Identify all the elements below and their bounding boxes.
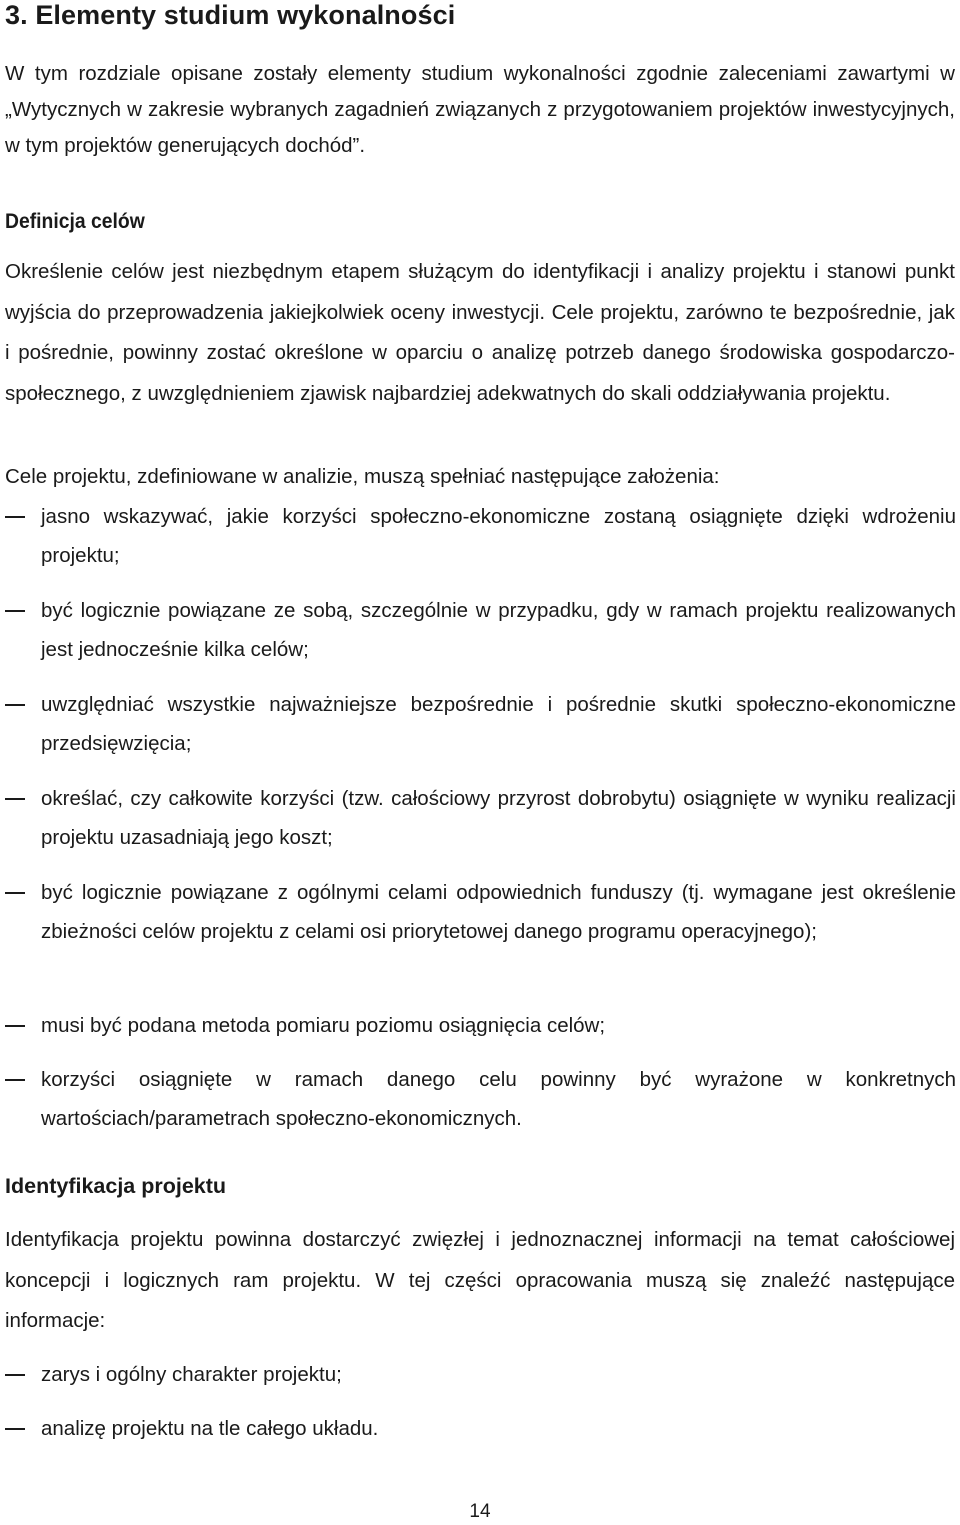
dash-bullet-icon [5, 1025, 25, 1027]
section-title: 3. Elementy studium wykonalności [5, 0, 456, 30]
list-item-text: musi być podana metoda pomiaru poziomu osiągnięcia celów; [41, 1014, 606, 1037]
goals-heading: Definicja celów [5, 209, 145, 233]
goals-paragraph: Określenie celów jest niezbędnym etapem służącym do identyfikacji i analizy projektu i stanowi punkt wyjścia do przeprowadzenia jakiejkolwiek oceny inwestycji. Cele projektu, zarówno te bezpośrednie, jak i pośrednie, powinny zostać określone w oparciu o analizę potrzeb danego środowiska gospodarczo-społecznego, z uwzględnieniem zjawisk najbardziej adekwatnych do skali oddziaływania projektu. [5, 260, 955, 405]
dash-bullet-icon [5, 704, 25, 706]
intro-paragraph: W tym rozdziale opisane zostały elementy studium wykonalności zgodnie zaleceniami zawartymi w „Wytycznych w zakresie wybranych zagadnień związanych z przygotowaniem projektów inwestycyjnych, w tym projektów generujących dochód”. [5, 62, 955, 157]
identification-heading: Identyfikacja projektu [5, 1174, 227, 1198]
dash-bullet-icon [5, 798, 25, 800]
list-item-text: zarys i ogólny charakter projektu; [41, 1363, 342, 1386]
list-item-text: analizę projektu na tle całego układu. [41, 1417, 379, 1440]
dash-bullet-icon [5, 1374, 25, 1376]
list-item-text: jasno wskazywać, jakie korzyści społeczno-ekonomiczne zostaną osiągnięte dzięki wdrożeniu projektu; [41, 505, 956, 567]
goals-requirements-intro: Cele projektu, zdefiniowane w analizie, muszą spełniać następujące założenia: [5, 465, 720, 488]
dash-bullet-icon [5, 1079, 25, 1081]
page-number: 14 [469, 1501, 491, 1522]
list-item-text: uwzględniać wszystkie najważniejsze bezpośrednie i pośrednie skutki społeczno-ekonomiczne przedsięwzięcia; [41, 693, 956, 755]
dash-bullet-icon [5, 892, 25, 894]
list-item-text: być logicznie powiązane ze sobą, szczególnie w przypadku, gdy w ramach projektu realizowanych jest jednocześnie kilka celów; [41, 599, 956, 661]
dash-bullet-icon [5, 610, 25, 612]
list-item-text: określać, czy całkowite korzyści (tzw. całościowy przyrost dobrobytu) osiągnięte w wyniku realizacji projektu uzasadniają jego koszt; [41, 787, 956, 849]
list-item-text: być logicznie powiązane z ogólnymi celami odpowiednich funduszy (tj. wymagane jest określenie zbieżności celów projektu z celami osi priorytetowej danego programu operacyjnego); [41, 881, 956, 943]
identification-paragraph: Identyfikacja projektu powinna dostarczyć zwięzłej i jednoznacznej informacji na temat całościowej koncepcji i logicznych ram projektu. W tej części opracowania muszą się znaleźć następujące informacje: [5, 1228, 955, 1332]
dash-bullet-icon [5, 516, 25, 518]
dash-bullet-icon [5, 1428, 25, 1430]
list-item-text: korzyści osiągnięte w ramach danego celu powinny być wyrażone w konkretnych wartościach/parametrach społeczno-ekonomicznych. [41, 1068, 956, 1130]
